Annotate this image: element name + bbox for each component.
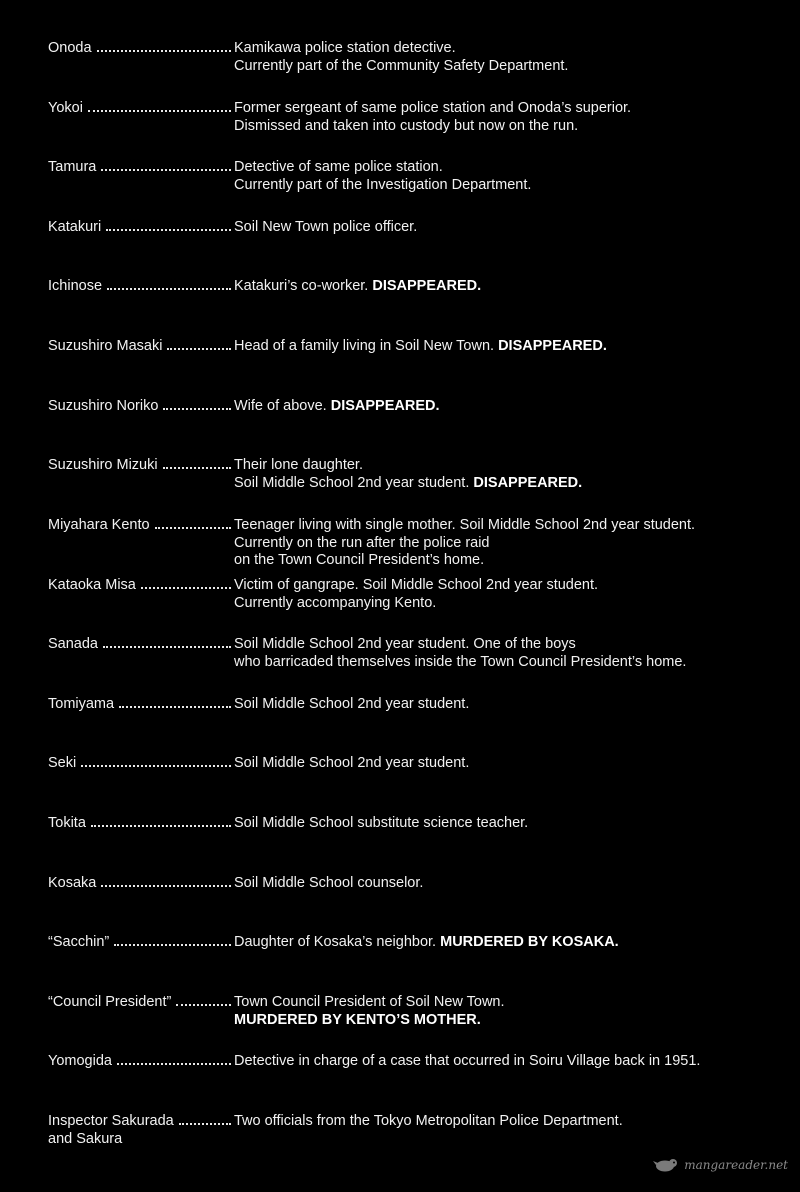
watermark: [653, 1157, 788, 1175]
description-text: Daughter of Kosaka’s neighbor.: [234, 934, 437, 950]
entry-name-column: [48, 40, 234, 75]
description-line: [234, 994, 778, 1012]
dot-leader: [117, 1063, 231, 1065]
character-name: Yomogida: [48, 1053, 112, 1069]
entry-name-line: [48, 636, 234, 654]
description-line: [234, 398, 778, 416]
entry-name-column: [48, 159, 234, 194]
description-text: Former sergeant of same police station and Onoda’s superior.: [234, 100, 632, 116]
entry-name-column: [48, 457, 234, 492]
description-text: Dismissed and taken into custody but now on the run.: [234, 117, 579, 134]
character-name: Onoda: [48, 40, 92, 56]
description-line: [234, 755, 778, 773]
entry-description: [234, 278, 778, 296]
entry-description: [234, 338, 778, 356]
character-name: Suzushiro Noriko: [48, 398, 159, 414]
entry-name-column: [48, 755, 234, 773]
entry-name-column: [48, 696, 234, 714]
description-line: [234, 118, 778, 136]
entry-name-line: [48, 517, 234, 535]
dot-leader: [101, 169, 231, 171]
dot-leader: [91, 825, 231, 827]
character-name: Kataoka Misa: [48, 577, 136, 593]
description-line: [234, 457, 778, 475]
description-line: [234, 654, 778, 672]
description-text: Head of a family living in Soil New Town.: [234, 338, 495, 354]
entry-description: [234, 934, 778, 952]
dot-leader: [88, 110, 231, 112]
roster-entry: [48, 577, 778, 612]
entry-description: [234, 517, 778, 570]
entry-name-column: [48, 278, 234, 296]
mascot-logo-icon: [653, 1157, 679, 1173]
description-text: Town Council President of Soil New Town.: [234, 994, 505, 1010]
description-line: [234, 219, 778, 237]
roster-entry: [48, 100, 778, 135]
description-line: [234, 1012, 778, 1030]
entry-name-column: [48, 636, 234, 671]
entry-name-line: [48, 696, 234, 714]
status-label: DISAPPEARED.: [498, 338, 607, 354]
description-line: [234, 696, 778, 714]
status-label: MURDERED BY KOSAKA.: [440, 934, 619, 950]
entry-name-line: [48, 994, 234, 1012]
roster-entry: [48, 40, 778, 75]
description-text: Kamikawa police station detective.: [234, 40, 456, 56]
description-text: Detective in charge of a case that occurred in Soiru Village back in 1951.: [234, 1053, 701, 1069]
character-name: Tokita: [48, 815, 86, 831]
roster-entry: [48, 696, 778, 714]
description-text: Soil Middle School counselor.: [234, 875, 424, 891]
entry-name-column: [48, 219, 234, 237]
entry-description: [234, 696, 778, 714]
description-line: [234, 1113, 778, 1131]
entry-description: [234, 219, 778, 237]
roster-entry: [48, 338, 778, 356]
roster-entry: [48, 159, 778, 194]
entry-description: [234, 159, 778, 194]
description-text: Soil Middle School 2nd year student.: [234, 474, 470, 491]
entry-name-line: [48, 159, 234, 177]
entry-name-column: [48, 100, 234, 135]
description-line: [234, 815, 778, 833]
entry-name-line: [48, 577, 234, 595]
entry-description: [234, 755, 778, 773]
character-name: “Sacchin”: [48, 934, 110, 950]
description-text: Victim of gangrape. Soil Middle School 2nd year student.: [234, 577, 599, 593]
entry-description: [234, 636, 778, 671]
entry-description: [234, 1113, 778, 1148]
description-line: [234, 338, 778, 356]
character-name: Ichinose: [48, 278, 103, 294]
description-text: Two officials from the Tokyo Metropolitan Police Department.: [234, 1113, 623, 1129]
description-text: Soil Middle School 2nd year student.: [234, 696, 470, 712]
description-line: [234, 1053, 778, 1071]
description-text: Currently part of the Investigation Department.: [234, 176, 532, 193]
roster-entry: [48, 994, 778, 1029]
status-label: DISAPPEARED.: [330, 398, 440, 414]
entry-name-line: [48, 934, 234, 952]
status-label: MURDERED BY KENTO’S MOTHER.: [234, 1011, 481, 1028]
description-line: [234, 177, 778, 195]
entry-name-line: [48, 815, 234, 833]
description-text: Wife of above.: [234, 398, 327, 414]
description-line: [234, 875, 778, 893]
dot-leader: [176, 1004, 231, 1006]
entry-description: [234, 577, 778, 612]
status-label: DISAPPEARED.: [473, 474, 583, 491]
dot-leader: [101, 885, 231, 887]
character-name: Suzushiro Mizuki: [48, 457, 158, 473]
entry-description: [234, 815, 778, 833]
entry-name-line: [48, 1053, 234, 1071]
entry-name-line: [48, 755, 234, 773]
dot-leader: [119, 706, 231, 708]
description-line: [234, 577, 778, 595]
entry-description: [234, 40, 778, 75]
entry-description: [234, 994, 778, 1029]
roster-entry: [48, 517, 778, 570]
entry-name-column: [48, 398, 234, 416]
watermark-text: mangareader.net: [684, 1157, 788, 1172]
entry-name-column: [48, 1053, 234, 1071]
entry-name-line: [48, 398, 234, 416]
entry-name-line: [48, 338, 234, 356]
entry-description: [234, 100, 778, 135]
character-name: Suzushiro Masaki: [48, 338, 163, 354]
entry-description: [234, 457, 778, 492]
roster-entry: [48, 1113, 778, 1148]
character-name-continued: and Sakura: [48, 1130, 123, 1147]
character-name: Inspector Sakurada: [48, 1113, 174, 1129]
dot-leader: [163, 408, 231, 410]
entry-name-line: [48, 278, 234, 296]
description-text: Their lone daughter.: [234, 457, 363, 473]
dot-leader: [163, 467, 231, 469]
description-line: [234, 278, 778, 296]
entry-description: [234, 398, 778, 416]
description-text: Soil New Town police officer.: [234, 219, 418, 235]
entry-description: [234, 1053, 778, 1071]
dot-leader: [155, 527, 231, 529]
entry-description: [234, 875, 778, 893]
description-text: Detective of same police station.: [234, 159, 443, 175]
roster-entry: [48, 815, 778, 833]
character-name: Yokoi: [48, 100, 83, 116]
dot-leader: [103, 646, 231, 648]
entry-name-column: [48, 875, 234, 893]
description-line: [234, 636, 778, 654]
description-text: Katakuri’s co-worker.: [234, 278, 369, 294]
character-name: Miyahara Kento: [48, 517, 150, 533]
dot-leader: [107, 288, 231, 290]
entry-name-column: [48, 577, 234, 612]
dot-leader: [179, 1123, 231, 1125]
entry-name-line: [48, 40, 234, 58]
description-text: Soil Middle School 2nd year student. One of the boys: [234, 636, 576, 652]
dot-leader: [97, 50, 231, 52]
description-line: [234, 100, 778, 118]
entry-name-column: [48, 1113, 234, 1148]
status-label: DISAPPEARED.: [372, 278, 482, 294]
description-line: [234, 552, 778, 570]
character-name: Seki: [48, 755, 77, 771]
roster-entry: [48, 636, 778, 671]
character-name: Tomiyama: [48, 696, 115, 712]
description-line: [234, 40, 778, 58]
entry-name-column: [48, 934, 234, 952]
description-line: [234, 595, 778, 613]
roster-entry: [48, 1053, 778, 1071]
entry-name-line: [48, 100, 234, 118]
roster-entry: [48, 398, 778, 416]
description-line: [234, 475, 778, 493]
dot-leader: [106, 229, 231, 231]
roster-entry: [48, 875, 778, 893]
character-name: Tamura: [48, 159, 97, 175]
description-line: [234, 159, 778, 177]
description-line: [234, 58, 778, 76]
entry-name-column: [48, 994, 234, 1029]
roster-entry: [48, 278, 778, 296]
entry-name-column: [48, 517, 234, 570]
character-name: “Council President”: [48, 994, 172, 1010]
roster-entry: [48, 219, 778, 237]
description-text: on the Town Council President’s home.: [234, 552, 485, 568]
entry-name-column: [48, 815, 234, 833]
description-text: who barricaded themselves inside the Town Council President’s home.: [234, 653, 687, 670]
description-text: Currently accompanying Kento.: [234, 594, 437, 611]
character-name: Katakuri: [48, 219, 102, 235]
description-line: [234, 535, 778, 553]
entry-name-column: [48, 338, 234, 356]
entry-name-line: [48, 457, 234, 475]
dot-leader: [167, 348, 231, 350]
dot-leader: [141, 587, 231, 589]
roster-entry: [48, 457, 778, 492]
roster-entry: [48, 755, 778, 773]
description-line: [234, 517, 778, 535]
character-name: Sanada: [48, 636, 98, 652]
description-line: [234, 934, 778, 952]
dot-leader: [114, 944, 231, 946]
description-text: Teenager living with single mother. Soil Middle School 2nd year student.: [234, 517, 696, 533]
entry-name-line: [48, 875, 234, 893]
dot-leader: [81, 765, 231, 767]
description-text: Currently part of the Community Safety Department.: [234, 57, 569, 74]
roster-entry: [48, 934, 778, 952]
description-text: Soil Middle School 2nd year student.: [234, 755, 470, 771]
entry-name-line: [48, 1113, 234, 1131]
entry-name-line: [48, 219, 234, 237]
description-text: Soil Middle School substitute science teacher.: [234, 815, 529, 831]
character-name: Kosaka: [48, 875, 97, 891]
description-text: Currently on the run after the police raid: [234, 534, 490, 551]
